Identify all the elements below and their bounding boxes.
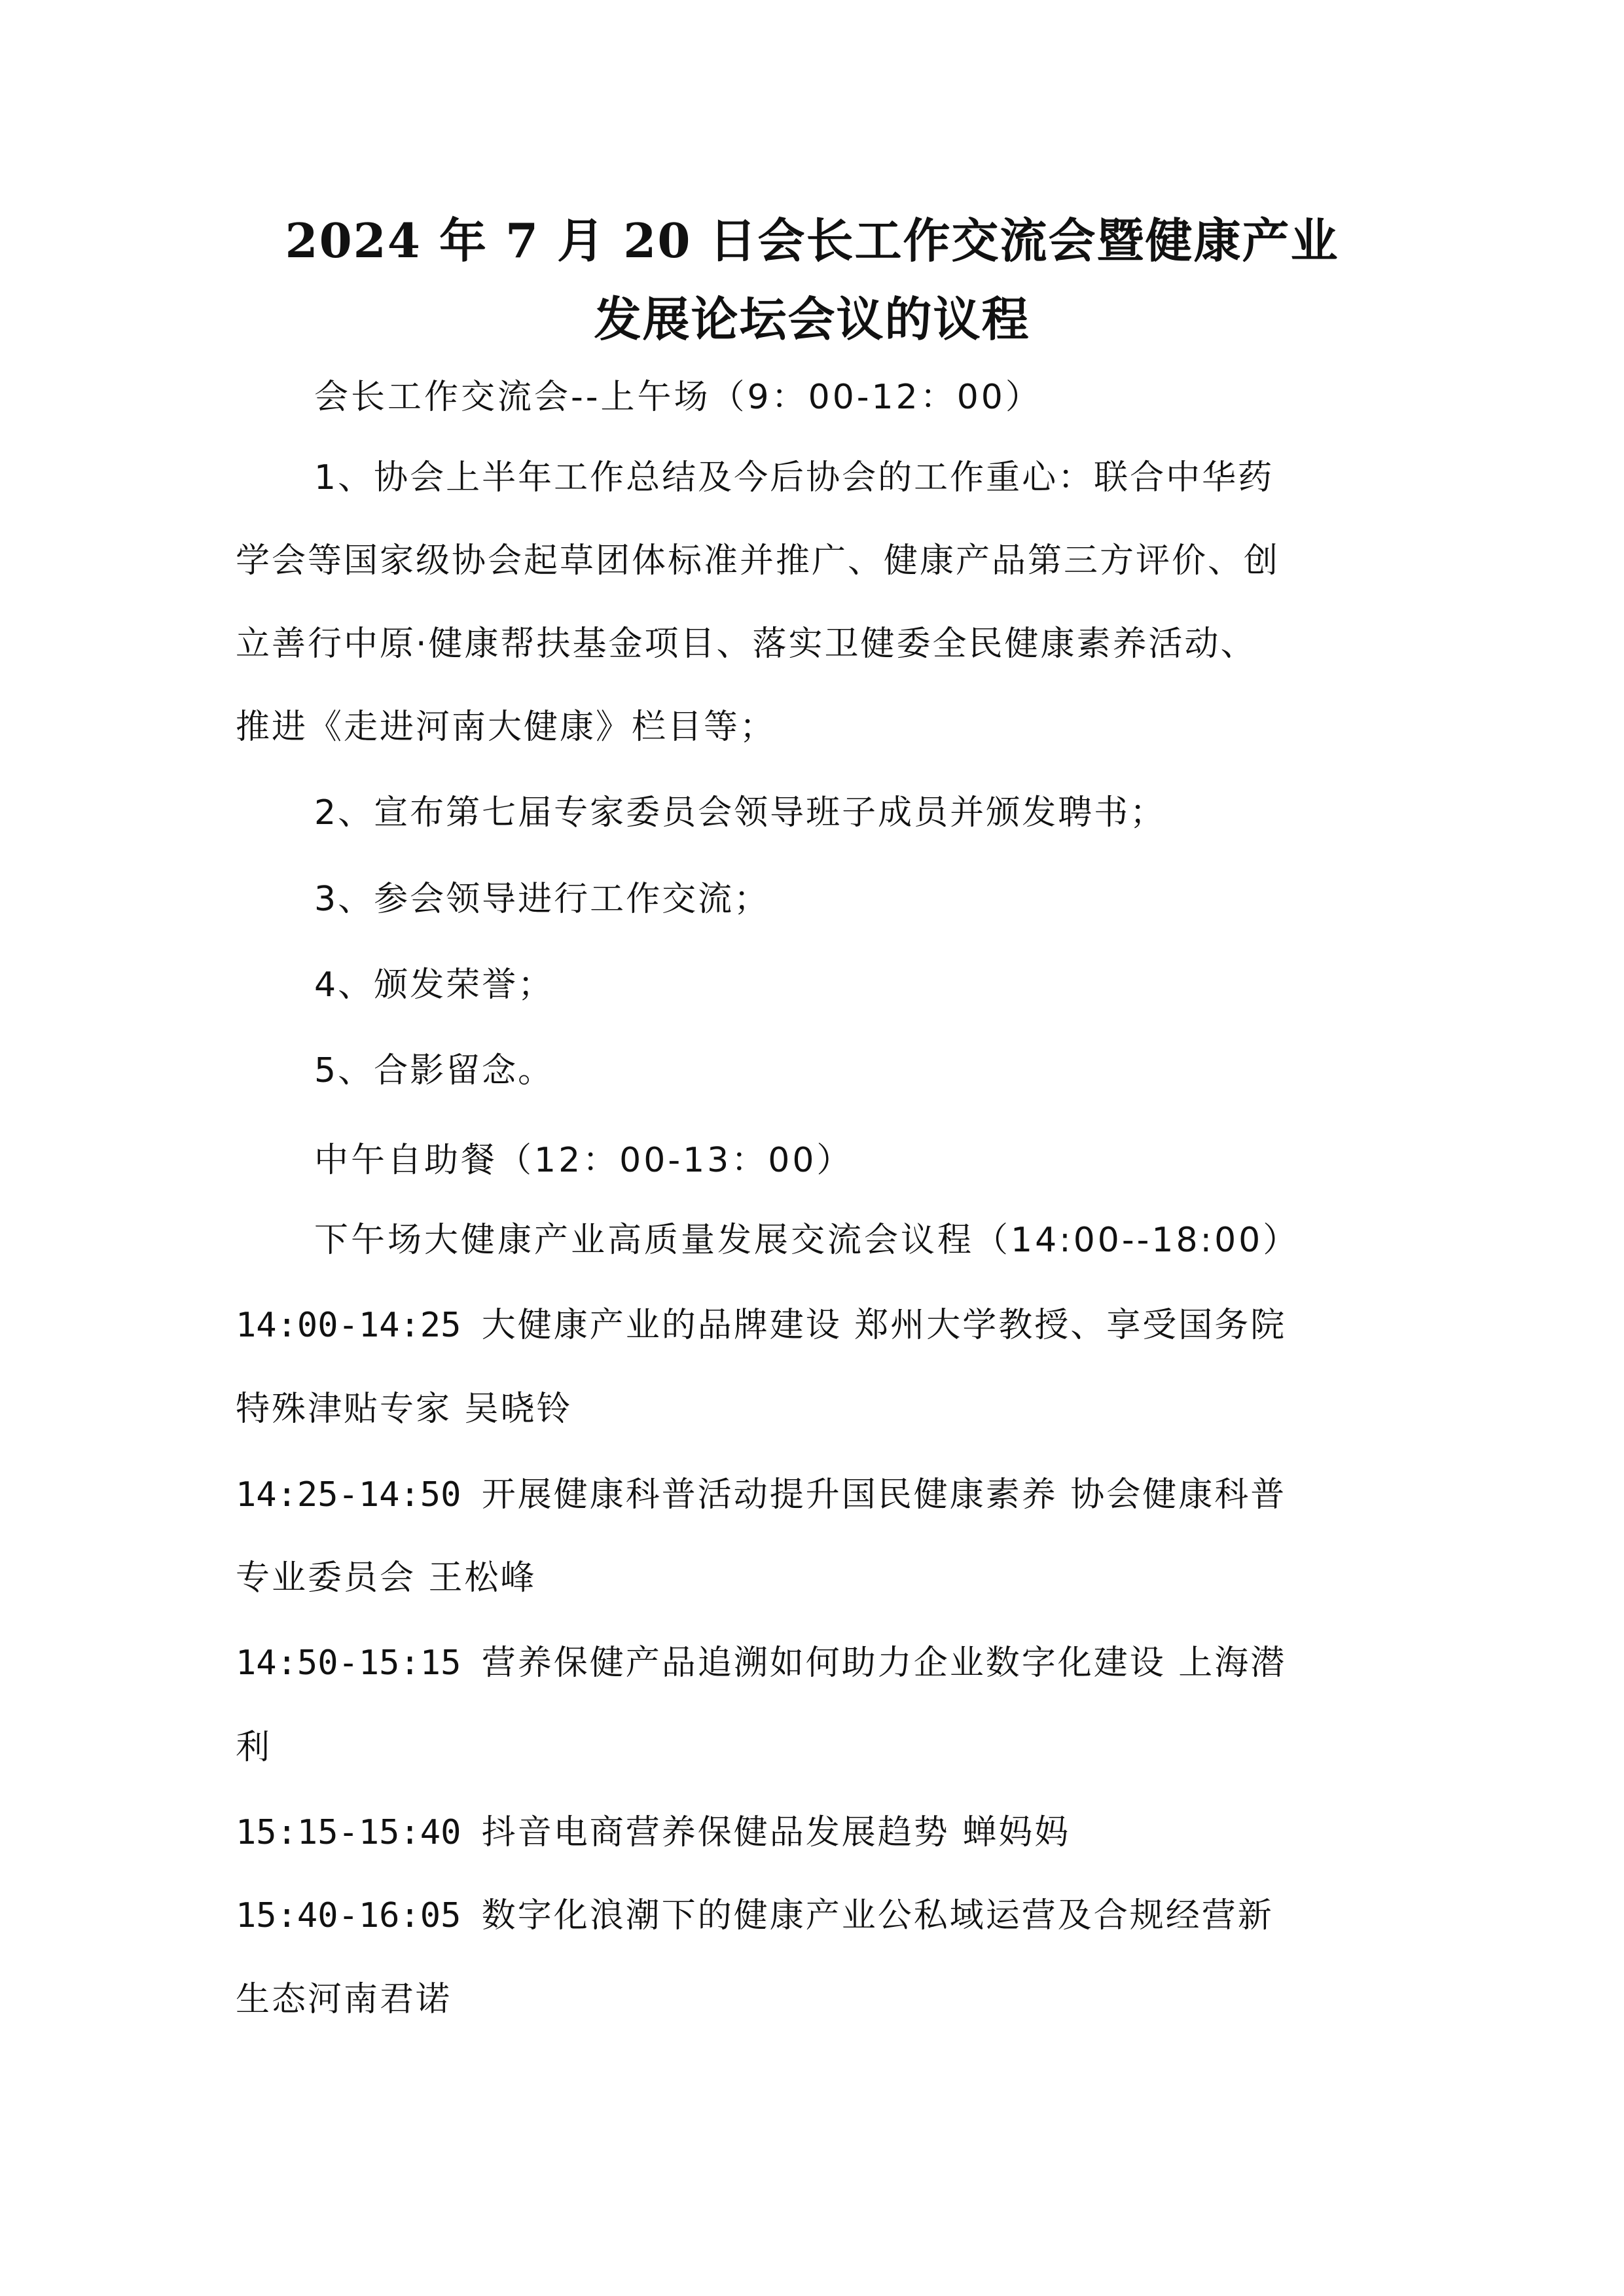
session-time: 14:00-14:25 xyxy=(236,1306,482,1345)
session-topic-line-1: 开展健康科普活动提升国民健康素养 协会健康科普 xyxy=(481,1475,1287,1515)
session-topic-line-1: 营养保健产品追溯如何助力企业数字化建设 上海潜 xyxy=(481,1643,1287,1683)
lunch-heading: 中午自助餐（12：00-13：00） xyxy=(314,1141,854,1180)
agenda-item-4: 4、颁发荣誉； xyxy=(314,965,554,1005)
session-time: 15:15-15:40 xyxy=(236,1813,482,1852)
agenda-item-2: 2、宣布第七届专家委员会领导班子成员并颁发聘书； xyxy=(314,793,1166,833)
session-row xyxy=(236,1640,1286,1686)
session-row xyxy=(236,1893,1274,1939)
session-topic-line-2: 利 xyxy=(236,1728,272,1767)
session-topic-line-1: 大健康产业的品牌建设 郑州大学教授、享受国务院 xyxy=(481,1306,1287,1345)
agenda-item-5: 5、合影留念。 xyxy=(314,1051,554,1090)
document-title-line-1: 2024 年 7 月 20 日会长工作交流会暨健康产业 xyxy=(285,213,1339,268)
session-row xyxy=(236,1810,1070,1856)
agenda-item-1-line-4: 推进《走进河南大健康》栏目等； xyxy=(236,708,776,747)
session-topic-line-2: 特殊津贴专家 吴晓铃 xyxy=(236,1390,573,1429)
session-topic-line-2: 生态河南君诺 xyxy=(236,1980,452,2019)
agenda-item-1-line-3: 立善行中原·健康帮扶基金项目、落实卫健委全民健康素养活动、 xyxy=(236,624,1257,664)
morning-session-heading: 会长工作交流会--上午场（9：00-12：00） xyxy=(314,378,1042,417)
session-topic-line-1: 抖音电商营养保健品发展趋势 蝉妈妈 xyxy=(481,1813,1071,1852)
session-time: 14:50-15:15 xyxy=(236,1643,482,1683)
session-topic-line-2: 专业委员会 王松峰 xyxy=(236,1558,537,1598)
agenda-item-1-line-2: 学会等国家级协会起草团体标准并推广、健康产品第三方评价、创 xyxy=(236,541,1280,581)
session-row xyxy=(236,1302,1286,1348)
session-row xyxy=(236,1472,1286,1518)
session-time: 14:25-14:50 xyxy=(236,1475,482,1515)
afternoon-session-heading: 下午场大健康产业高质量发展交流会议程（14:00--18:00） xyxy=(314,1221,1300,1260)
agenda-item-1-line-1: 1、协会上半年工作总结及今后协会的工作重心：联合中华药 xyxy=(314,458,1274,497)
session-topic-line-1: 数字化浪潮下的健康产业公私域运营及合规经营新 xyxy=(481,1896,1274,1935)
document-title-line-2: 发展论坛会议的议程 xyxy=(594,291,1030,347)
agenda-item-3: 3、参会领导进行工作交流； xyxy=(314,880,770,919)
session-time: 15:40-16:05 xyxy=(236,1896,482,1935)
